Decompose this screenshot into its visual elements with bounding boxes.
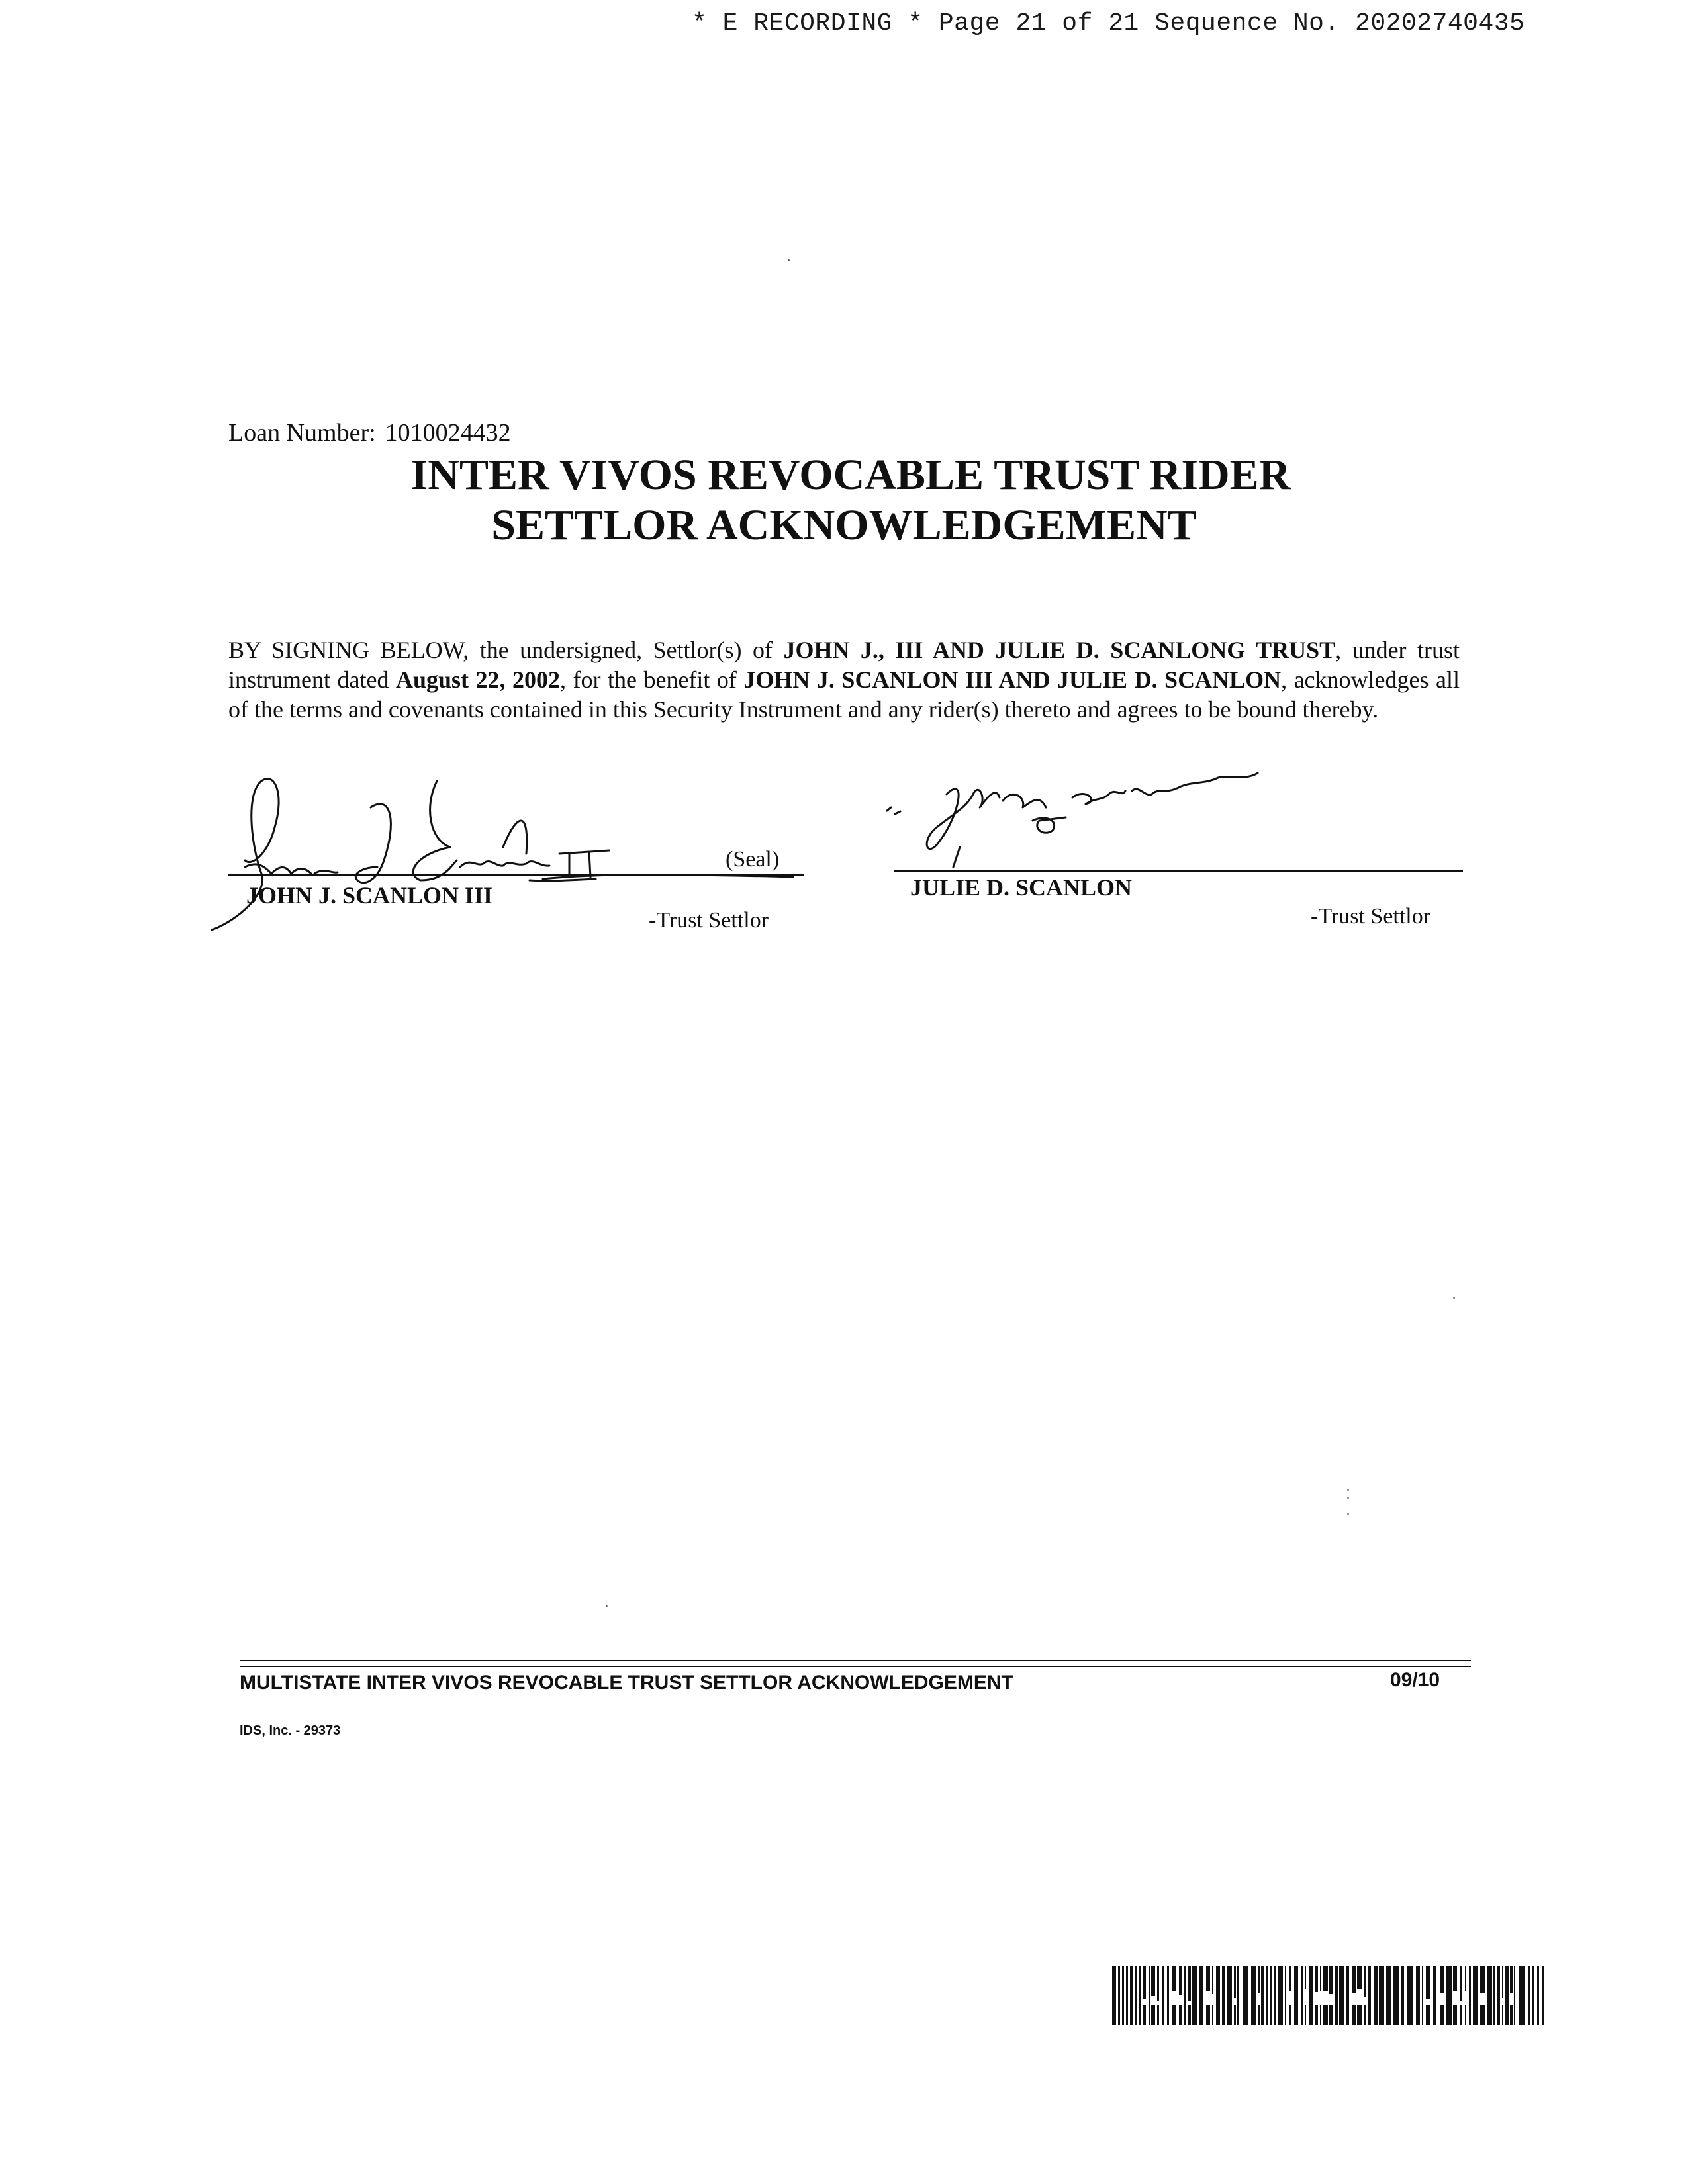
julie-signature (874, 761, 1284, 880)
barcode (1112, 1966, 1562, 2025)
paragraph-text-1: BY SIGNING BELOW, the undersigned, Settlor(s) of (228, 637, 784, 663)
document-title (0, 450, 1688, 551)
beneficiaries: JOHN J. SCANLON III AND JULIE D. SCANLON (743, 666, 1282, 693)
scan-speck (1347, 1513, 1349, 1515)
signer-name-john: JOHN J. SCANLON III (246, 882, 493, 909)
loan-number-label: Loan Number: (228, 419, 376, 447)
signature-line-john (228, 874, 804, 876)
acknowledgement-paragraph (228, 635, 1460, 725)
title-line-1: INTER VIVOS REVOCABLE TRUST RIDER (410, 451, 1291, 499)
signer-role-julie: -Trust Settlor (1311, 904, 1431, 929)
trust-name: JOHN J., III AND JULIE D. SCANLONG TRUST (783, 637, 1336, 663)
form-title: MULTISTATE INTER VIVOS REVOCABLE TRUST SETTLOR ACKNOWLEDGEMENT (240, 1672, 1013, 1694)
trust-date: August 22, 2002 (395, 666, 560, 693)
seal-label: (Seal) (726, 847, 780, 872)
scan-speck (606, 1605, 608, 1607)
scan-speck (1453, 1297, 1455, 1299)
loan-number (228, 418, 511, 447)
signature-line-julie (894, 870, 1463, 872)
paragraph-text-4: , acknowledges all of the terms and covenants contained in this Security Instrument and any rider(s) thereto and agrees to be bound thereby. (228, 666, 1460, 723)
signer-role-john: -Trust Settlor (649, 908, 769, 933)
vendor-code: IDS, Inc. - 29373 (240, 1723, 341, 1738)
scan-speck (788, 259, 790, 261)
title-line-2: SETTLOR ACKNOWLEDGEMENT (491, 501, 1197, 549)
footer-rule (240, 1666, 1471, 1667)
recording-header: * E RECORDING * Page 21 of 21 Sequence No. 20202740435 (692, 9, 1525, 38)
paragraph-text-3: , for the benefit of (560, 666, 744, 693)
footer-rule (240, 1660, 1471, 1661)
form-code: 09/10 (1390, 1669, 1440, 1691)
paragraph-text-2: , under trust instrument dated (228, 637, 1460, 693)
signer-name-julie: JULIE D. SCANLON (910, 874, 1133, 901)
scan-speck (1347, 1497, 1349, 1499)
loan-number-value: 1010024432 (385, 419, 511, 447)
scan-speck (1347, 1489, 1349, 1491)
